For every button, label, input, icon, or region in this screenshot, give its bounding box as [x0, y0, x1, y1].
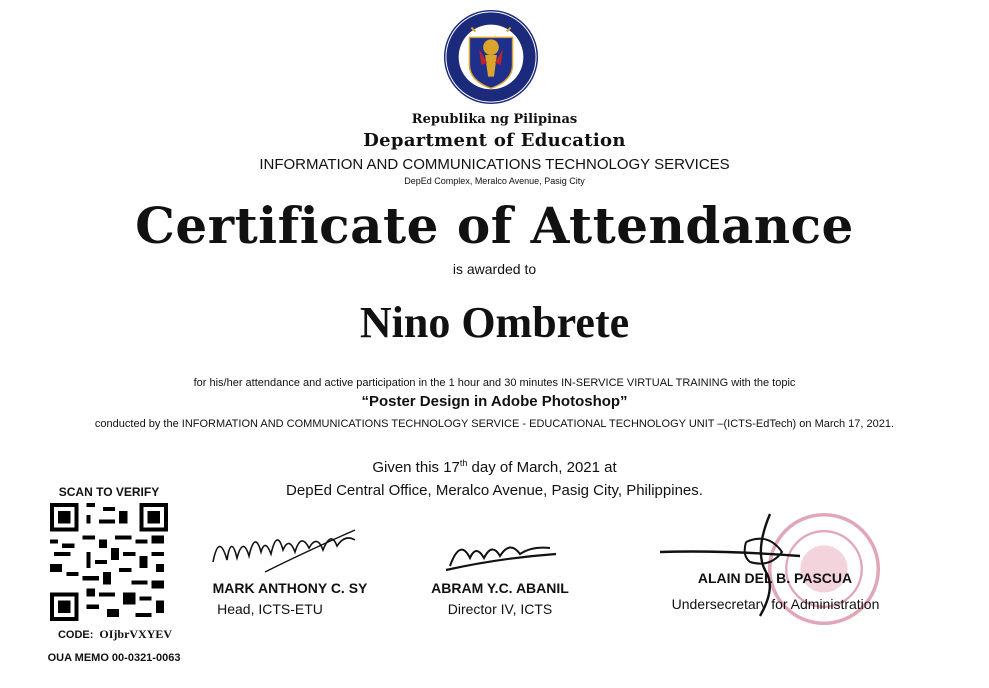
awarded-to-text: is awarded to — [452, 261, 537, 277]
signatory-2-name: ABRAM Y.C. ABANIL — [431, 580, 569, 596]
signatory-3-role: Undersecretary for Administration — [671, 596, 880, 612]
deped-seal-logo — [442, 8, 540, 106]
signature-2 — [440, 528, 560, 578]
signatory-1-name: MARK ANTHONY C. SY — [212, 580, 368, 596]
code-value: OIjbrVXYEV — [99, 627, 173, 641]
given-ordinal: th — [459, 458, 468, 468]
signatory-1-role: Head, ICTS-ETU — [217, 601, 323, 617]
department-name: Department of Education — [363, 130, 626, 151]
given-suffix: day of March, 2021 at — [467, 459, 617, 476]
recipient-name: Nino Ombrete — [359, 298, 630, 347]
given-date-line — [0, 458, 989, 476]
signature-1 — [205, 522, 365, 582]
signatory-2-role: Director IV, ICTS — [447, 601, 553, 617]
signatory-3-name: ALAIN DEL B. PASCUA — [697, 570, 853, 586]
certificate-title: Certificate of Attendance — [135, 196, 854, 255]
code-label: CODE: — [57, 629, 94, 641]
verification-code-row — [30, 627, 200, 642]
attendance-statement: for his/her attendance and active participation in the 1 hour and 30 minutes IN-SERVICE VIRTUAL TRAINING with the topic — [193, 377, 796, 389]
republic-text: Republika ng Pilipinas — [411, 112, 578, 127]
given-location: DepEd Central Office, Meralco Avenue, Pasig City, Philippines. — [286, 482, 703, 499]
given-prefix: Given this 17 — [372, 459, 460, 476]
office-name: INFORMATION AND COMMUNICATIONS TECHNOLOGY SERVICES — [259, 156, 730, 173]
conducted-by-statement: conducted by the INFORMATION AND COMMUNICATIONS TECHNOLOGY SERVICE - EDUCATIONAL TECHNOLOGY UNIT –(ICTS-EdTech) on March 17, 2021. — [94, 418, 895, 430]
memo-number: OUA MEMO 00-0321-0063 — [47, 652, 181, 664]
scan-to-verify-label: SCAN TO VERIFY — [58, 485, 160, 499]
office-address: DepEd Complex, Meralco Avenue, Pasig City — [404, 176, 585, 186]
training-topic: “Poster Design in Adobe Photoshop” — [361, 393, 628, 410]
qr-code-icon[interactable] — [50, 503, 168, 621]
